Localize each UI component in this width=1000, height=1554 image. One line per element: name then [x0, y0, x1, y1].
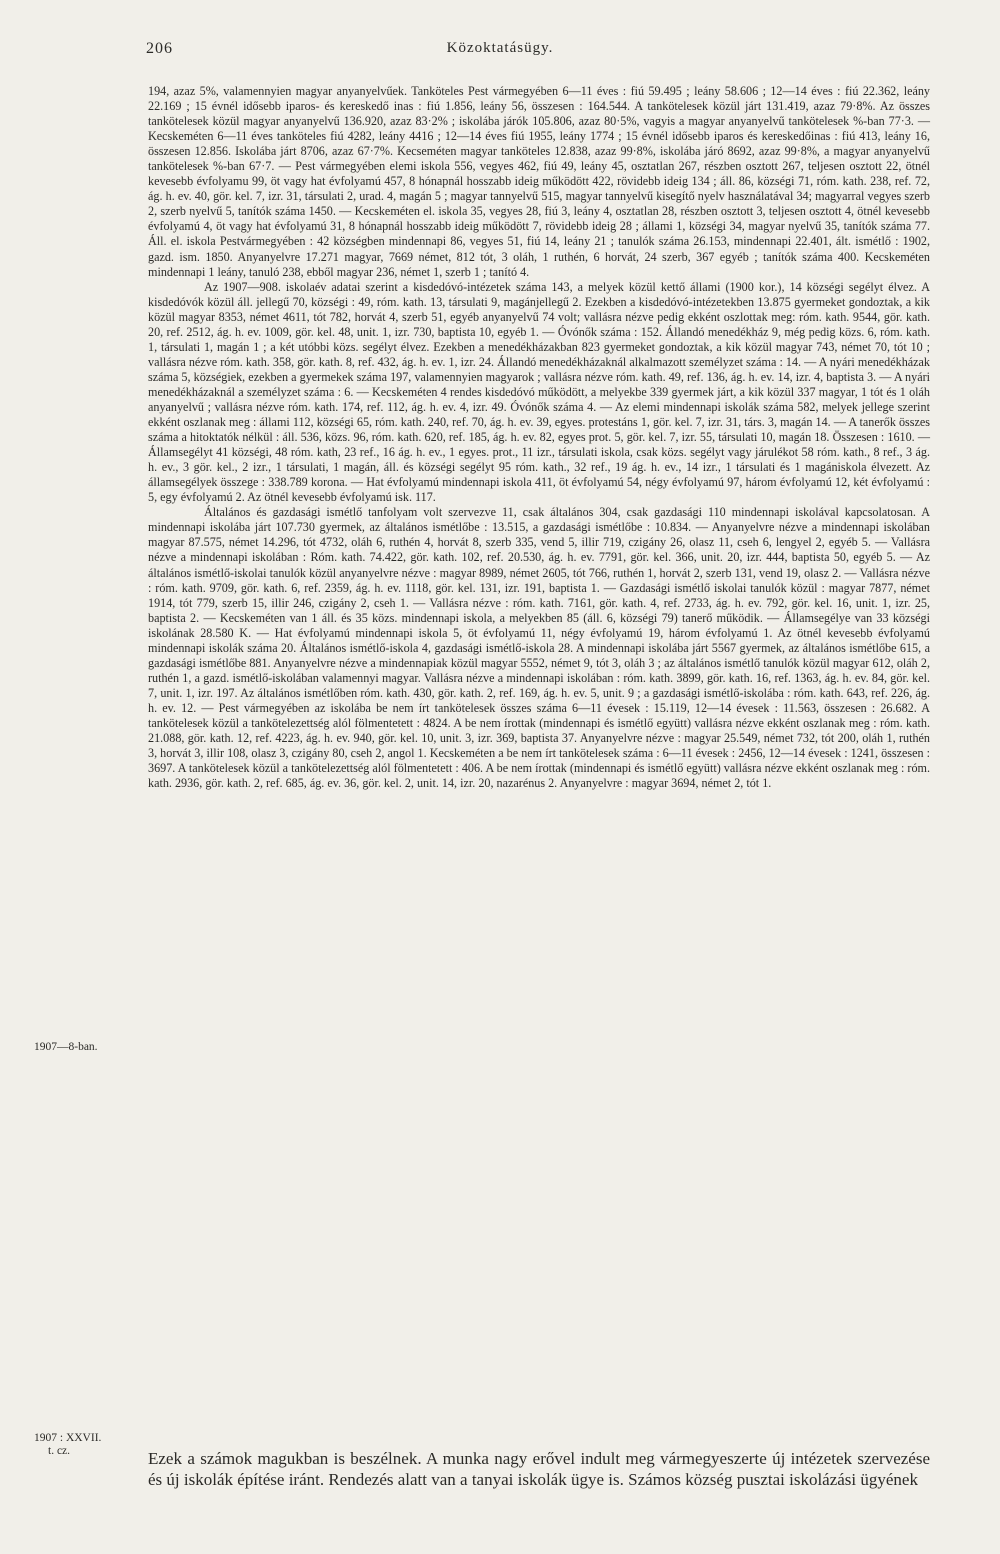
- margin-note-1907-xxvii: [34, 1432, 101, 1458]
- margin-note-1907-8: 1907—8-ban.: [34, 1041, 98, 1053]
- paragraph-2: Az 1907—908. iskolaév adatai szerint a kisdedóvó-intézetek száma 143, a melyek közül kettő állami (1900 kor.), 14 községi segélyt élvez. A kisdedóvók közül áll. jellegű 70, községi : 49, róm. kath. 13, társulati 9, magánjellegű 2. Ezekben a kisdedóvó-intézetekben 13.875 gyermeket gondoztak, a kik közül magyar 8353, német 4611, tót 782, horvát 4, szerb 51, egyéb anyanyelvű 74 volt; vallásra nézve pedig ekként oszlottak meg: róm. kath. 9544, gör. kath. 20, ref. 2512, ág. h. ev. 1009, gör. kel. 48, unit. 1, izr. 730, baptista 10, egyéb 1. — Óvónők száma : 152. Állandó menedékház 9, még pedig közs. 6, róm. kath. 1, társulati 1, magán 1 ; a két utóbbi közs. segélyt élvez. Ezekben a menedékházakban 823 gyermeket gondoztak, a kik közül magyar 743, német 70, tót 10 ; vallásra nézve róm. kath. 358, gör. kath. 8, ref. 432, ág. h. ev. 1, izr. 24. Állandó menedékházaknál alkalmazott személyzet száma : 14. — A nyári menedékházak száma 5, községiek, ezekben a gyermekek száma 197, valamennyien magyarok ; vallásra nézve róm. kath. 49, ref. 136, ág. h. ev. 14, izr. 4, baptista 3. — A nyári menedékházaknál a személyzet száma : 6. — Kecskeméten 4 rendes kisdedóvó működött, a melyekbe 339 gyermek járt, a kik közül 337 magyar, 1 tót és 1 oláh anyanyelvű ; vallásra nézve róm. kath. 174, ref. 112, ág. h. ev. 4, izr. 49. Óvónők száma 4. — Az elemi mindennapi iskolák száma 582, melyek jellege szerint ekként oszlanak meg : állami 112, községi 65, róm. kath. 240, ref. 70, ág. h. ev. 39, egyes. protestáns 1, gör. kel. 7, izr. 31, társ. 3, magán 14. — A tanerők összes száma a hitoktatók nélkül : áll. 536, közs. 96, róm. kath. 620, ref. 185, ág. h. ev. 82, egyes prot. 5, gör. kel. 7, izr. 55, társulati 10, magán 18. Összesen : 1610. — Államsegélyt 41 községi, 48 róm. kath, 23 ref., 16 ág. h. ev., 1 egyes. prot., 11 izr., társulati iskola, csak közs. segélyt vagy járulékot 58 róm. kath., 8 ref., 3 ág. h. ev., 3 gör. kel., 2 izr., 1 társulati, 1 magán, áll. és községi segélyt 95 róm. kath., 32 ref., 19 ág. h. ev., 14 izr., 1 társulati és 1 magániskola élvezett. Az államsegélyek összege : 338.789 korona. — Hat évfolyamú mindennapi iskola 411, öt évfolyamú 54, négy évfolyamú 97, három évfolyamú 12, két évfolyamú : 5, egy évfolyamú 2. Az ötnél kevesebb évfolyamú isk. 117.: [148, 279, 930, 505]
- paragraph-1: 194, azaz 5%, valamennyien magyar anyanyelvűek. Tanköteles Pest vármegyében 6—11 éves : fiú 59.495 ; leány 58.606 ; 12—14 éves : fiú 22.362, leány 22.169 ; 15 évnél idősebb iparos- és kereskedő inas : fiú 1.856, leány 56, összesen : 164.544. A tankötelesek közül járt 131.419, azaz 79·8%. Az összes tankötelesek közül magyar anyanyelvű 136.920, azaz 83·2% ; iskolába járók 105.806, azaz 80·5%, vagyis a magyar anyanyelvű tankötelesek %-ban 77·3. — Kecskeméten 6—11 éves tanköteles fiú 4282, leány 4416 ; 12—14 éves fiú 1955, leány 1774 ; 15 évnél idősebb iparos és kereskedőinas : fiú 413, leány 16, összesen 12.856. Iskolába járt 8706, azaz 67·7%. Kecseméten magyar tanköteles 12.838, azaz 99·8%, iskolába járó 8692, azaz 99·8%, a magyar anyanyelvű tankötelesek %-ban 67·7. — Pest vármegyében elemi iskola 556, vegyes 462, fiú 49, leány 45, osztatlan 267, részben osztott 267, teljesen osztott 22, ötnél kevesebb évfolyamu 99, öt vagy hat évfolyamú 457, 8 hónapnál hosszabb ideig működött 422, rövidebb ideig 134 ; áll. 86, községi 71, róm. kath. 238, ref. 72, ág. h. ev. 40, gör. kel. 7, izr. 31, társulati 2, urad. 4, magán 5 ; magyar tannyelvű 515, magyar tannyelvű kisegítő nyelv használatával 34; magyarral vegyes szerb 2, szerb nyelvű 5, tanítók száma 1450. — Kecskeméten el. iskola 35, vegyes 28, fiú 3, leány 4, osztatlan 28, részben osztott 3, teljesen osztott 4, ötnél kevesebb évfolyamú 4, öt vagy hat évfolyamú 31, 8 hónapnál hosszabb ideig működött 7, rövidebb ideig 28 ; állami 1, községi 34, magyar nyelvű 35, tanítók száma 77. Áll. el. iskola Pestvármegyében : 42 községben mindennapi 86, vegyes 51, fiú 14, leány 21 ; tanulók száma 26.153, mindennapi 22.401, ált. ismétlő : 1902, gazd. ism. 1850. Anyanyelvre 17.271 magyar, 7669 német, 812 tót, 3 oláh, 1 ruthén, 6 horvát, 24 szerb, 367 egyéb ; tanítók száma 400. Kecskeméten mindennapi 1 leány, tanuló 238, ebből magyar 236, német 1, szerb 1 ; tanító 4.: [148, 84, 930, 279]
- closing-paragraph: Ezek a számok magukban is beszélnek. A munka nagy erővel indult meg vármegyeszerte új intézetek szervezése és új iskolák építése iránt. Rendezés alatt van a tanyai iskolák ügye is. Számos község pusztai iskolázási ügyének: [148, 1449, 930, 1489]
- paragraph-3: Általános és gazdasági ismétlő tanfolyam volt szervezve 11, csak általános 304, csak gazdasági 110 mindennapi iskolával kapcsolatosan. A mindennapi iskolába járt 107.730 gyermek, az általános ismétlőbe : 13.515, a gazdasági ismétlőbe : 10.834. — Anyanyelvre nézve a mindennapi iskolában magyar 87.575, német 14.296, tót 4732, oláh 6, ruthén 4, horvát 8, szerb 335, vend 5, illir 719, czigány 26, olasz 11, cseh 6, lengyel 2, egyéb 5. — Vallásra nézve a mindennapi iskolában : Róm. kath. 74.422, gör. kath. 102, ref. 20.530, ág. h. ev. 7791, gör. kel. 366, unit. 20, izr. 444, baptista 50, egyéb 5. — Az általános ismétlő-iskolai tanulók közül anyanyelvre nézve : magyar 8989, német 2605, tót 766, ruthén 1, horvát 2, szerb 131, vend 19, olasz 2. — Vallásra nézve : róm. kath. 9709, gör. kath. 6, ref. 2359, ág. h. ev. 1118, gör. kel. 131, izr. 191, baptista 1. — Gazdasági ismétlő iskolai tanulók közül : magyar 7877, német 1914, tót 779, szerb 15, illir 246, czigány 2, cseh 1. — Vallásra nézve : róm. kath. 7161, gör. kath. 4, ref. 2733, ág. h. ev. 792, gör. kel. 16, unit. 1, izr. 25, baptista 2. — Kecskeméten van 1 áll. és 35 közs. mindennapi iskola, a melyekben 85 (áll. 6, községi 79) tanerő működik. — Államsegélye van 33 községi iskolának 28.580 K. — Hat évfolyamú mindennapi iskola 5, öt évfolyamú 11, négy évfolyamú 19, három évfolyamú 1. Az ötnél kevesebb évfolyamú mindennapi iskolák száma 20. Általános ismétlő-iskola 4, gazdasági ismétlő-iskola 28. A mindennapi iskolába járt 5567 gyermek, az általános ismétlőbe 615, a gazdasági ismétlőbe 881. Anyanyelvre nézve a mindennapiak közül magyar 5552, német 9, tót 3, oláh 3 ; az általános ismétlő tanulók közül magyar 612, oláh 2, ruthén 1, a gazd. ismétlő-iskolában valamennyi magyar. Vallásra nézve a mindennapi iskolában : róm. kath. 3899, gör. kath. 16, ref. 1363, ág. h. ev. 84, gör. kel. 7, unit. 1, izr. 197. Az általános ismétlőben róm. kath. 430, gör. kath. 2, ref. 169, ág. h. ev. 5, unit. 9 ; a gazdasági ismétlő-iskolába : róm. kath. 643, ref. 226, ág. h. ev. 12. — Pest vármegyében az iskolába be nem írt tankötelesek összes száma 6—11 évesek : 15.119, 12—14 évesek : 11.563, összesen : 26.682. A tankötelesek közül a tankötelezettség alól fölmentetett : 4824. A be nem írottak (mindennapi és ismétlő együtt) vallásra nézve ekként oszlanak meg : róm. kath. 21.088, gör. kath. 12, ref. 4223, ág. h. ev. 940, gör. kel. 10, unit. 3, izr. 369, baptista 37. Anyanyelvre nézve : magyar 25.549, német 732, tót 200, oláh 1, ruthén 3, horvát 3, illir 108, olasz 3, czigány 80, cseh 2, angol 1. Kecskeméten a be nem írt tankötelesek száma : 6—11 évesek : 2456, 12—14 évesek : 1241, összesen : 3697. A tankötelesek közül a tankötelezettség alól fölmentetett : 406. A be nem írottak (mindennapi és ismétlő együtt) vallásra nézve ekként oszlanak meg : róm. kath. 2936, gör. kath. 2, ref. 685, ág. ev. 36, gör. kel. 2, unit. 14, izr. 20, nazarénus 2. Anyanyelvre : magyar 3694, német 2, tót 1.: [148, 505, 930, 791]
- margin-note-line-2: t. cz.: [48, 1445, 71, 1457]
- body-text: [148, 84, 930, 791]
- margin-note-line-1: 1907 : XXVII.: [34, 1432, 102, 1444]
- running-head: Közoktatásügy.: [446, 40, 554, 56]
- page-number: 206: [146, 40, 173, 57]
